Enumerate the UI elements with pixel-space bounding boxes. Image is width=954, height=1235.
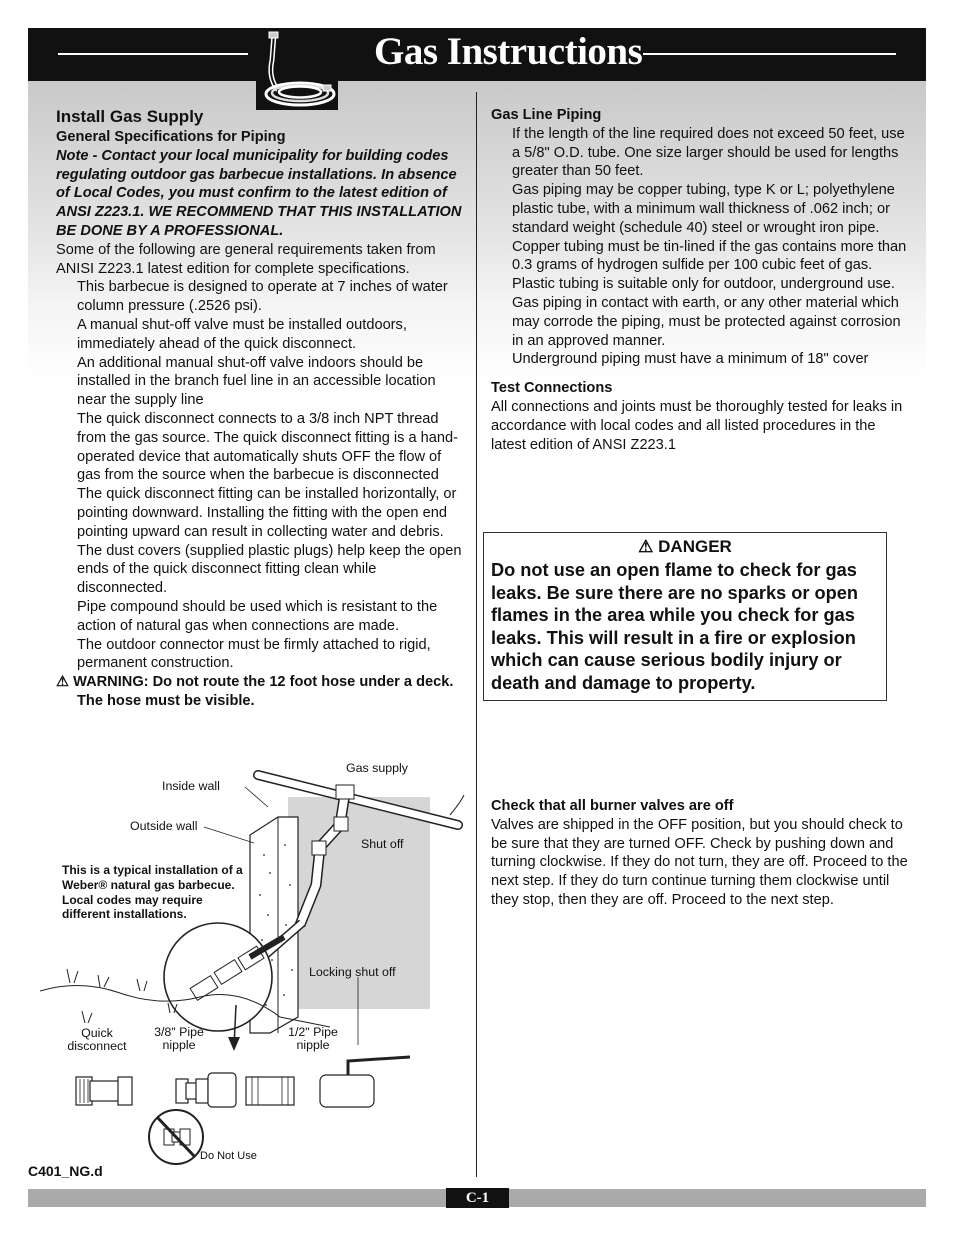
check-valves-text: Valves are shipped in the OFF position, but you should check to be sure that they are turned OFF. Check by pushing down and turning clockwise. If they do not turn, they are off. Proceed to the next step. If they do turn continue turning them clockwise until they stop, then they are off. Proceed to the next step. (491, 816, 908, 908)
installation-illustration (40, 755, 470, 1170)
gas-line-piping-heading: Gas Line Piping (491, 107, 602, 123)
danger-heading: ⚠ DANGER (638, 537, 732, 556)
list-item: An additional manual shut-off valve indoors should be installed in the branch fuel line in an accessible location near the supply line (77, 354, 436, 409)
list-item: Gas piping may be copper tubing, type K or L; polyethylene plastic tube, with a minimum wall thickness of .062 inch; or standard weight (schedule 40) steel or wrought iron pipe. (512, 182, 895, 236)
pipe-nipple-3-8-label: 3/8" Pipe nipple (154, 1025, 204, 1052)
list-item: The quick disconnect fitting can be installed horizontally, or pointing downward. Installing the fitting with the open end pointing upward can result in collecting water and debris. (77, 486, 457, 540)
danger-box (483, 532, 887, 701)
piping-spec-heading: General Specifications for Piping (56, 129, 286, 145)
test-connections-text: All connections and joints must be thoroughly tested for leaks in accordance with local codes and all listed procedures in the latest edition of ANSI Z223.1 (491, 398, 903, 453)
do-not-use-label: Do Not Use (200, 1150, 257, 1162)
hose-warning: ⚠ WARNING: Do not route the 12 foot hose under a deck. The hose must be visible. (56, 674, 454, 709)
list-item: The dust covers (supplied plastic plugs) help keep the open ends of the quick disconnect fitting clean while disconnected. (77, 542, 462, 597)
shut-off-label: Shut off (361, 837, 404, 851)
list-item: Plastic tubing is suitable only for outdoor, underground use. (512, 276, 895, 293)
title-rule-right (643, 53, 896, 55)
page-number: C-1 (446, 1188, 509, 1208)
list-item: Underground piping must have a minimum of 18" cover (512, 351, 869, 368)
gas-supply-label: Gas supply (346, 761, 408, 775)
outside-wall-label: Outside wall (130, 819, 198, 833)
list-item: This barbecue is designed to operate at 7 inches of water column pressure (.2526 psi). (77, 279, 448, 315)
test-connections-heading: Test Connections (491, 380, 613, 397)
column-divider (476, 92, 477, 1177)
check-valves-heading: Check that all burner valves are off (491, 798, 734, 814)
title-rule-left (58, 53, 248, 55)
install-gas-supply-heading: Install Gas Supply (56, 107, 204, 126)
danger-text: Do not use an open flame to check for gas leaks. Be sure there are no sparks or open flames in the area while you check for gas leaks. This will result in a fire or explosion which can cause serious bodily injury or death and damage to property. (491, 560, 858, 693)
list-item: A manual shut-off valve must be installed outdoors, immediately ahead of the quick disconnect. (77, 316, 407, 352)
page-title: Gas Instructions (374, 30, 643, 73)
left-column (56, 106, 466, 711)
right-column (491, 106, 911, 454)
title-bar (28, 28, 926, 81)
list-item: If the length of the line required does not exceed 50 feet, use a 5/8" O.D. tube. One size larger should be used for lengths greater than 50 feet. (512, 125, 905, 180)
installation-diagram (40, 755, 470, 1170)
list-item: Pipe compound should be used which is resistant to the action of natural gas when connections are made. (77, 598, 438, 634)
list-item: Copper tubing must be tin-lined if the gas contains more than 0.3 grams of hydrogen sulfide per 100 cubic feet of gas. (512, 238, 907, 274)
list-item: The outdoor connector must be firmly attached to rigid, permanent construction. (77, 636, 431, 672)
list-item: The quick disconnect connects to a 3/8 inch NPT thread from the gas source. The quick disconnect fitting is a hand-operated device that automatically shuts OFF the flow of gas from the source when the barbecue is disconnected (77, 410, 458, 484)
check-valves-section (491, 797, 911, 910)
typical-installation-note: This is a typical installation of a Weber® natural gas barbecue. Local codes may require different installations. (62, 863, 243, 922)
gas-hose-icon (256, 30, 338, 110)
inside-wall-label: Inside wall (162, 779, 220, 793)
locking-shut-off-label: Locking shut off (309, 965, 396, 979)
document-code: C401_NG.d (28, 1163, 103, 1179)
quick-disconnect-label: Quick disconnect (67, 1026, 127, 1053)
intro-text: Some of the following are general requirements taken from ANISI Z223.1 latest edition for complete specifications. (56, 241, 436, 277)
code-note: Note - Contact your local municipality for building codes regulating outdoor gas barbecue installations. In absence of Local Codes, you must confirm to the latest edition of ANSI Z223.1. WE RECOMMEND THAT THIS INSTALLATION BE DONE BY A PROFESSIONAL. (56, 147, 462, 239)
list-item: Gas piping in contact with earth, or any other material which may corrode the piping, must be protected against corrosion in an approved manner. (512, 294, 901, 349)
pipe-nipple-1-2-label: 1/2" Pipe nipple (288, 1025, 338, 1052)
